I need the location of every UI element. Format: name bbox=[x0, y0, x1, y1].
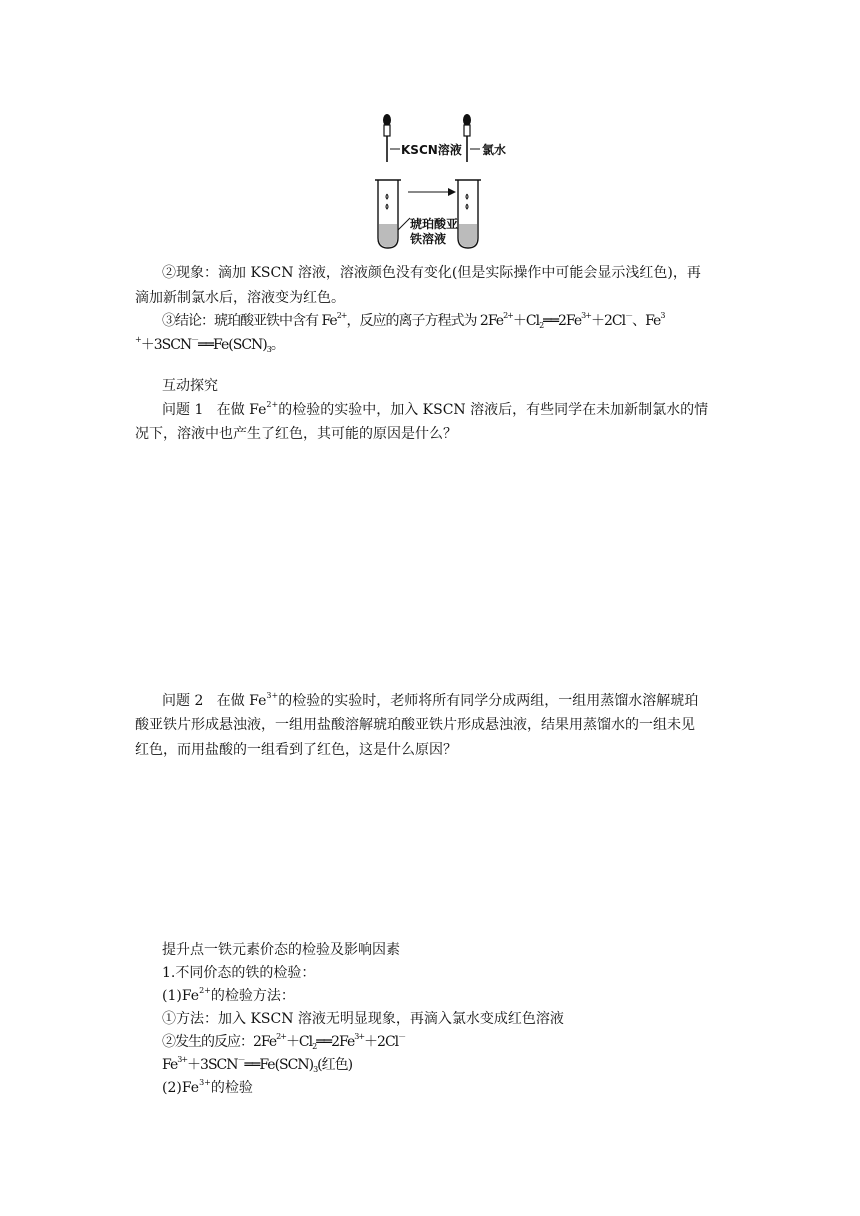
left-dropper-label: KSCN溶液 bbox=[401, 143, 462, 157]
question2-line2: 酸亚铁片形成悬浊液，一组用盐酸溶解琥珀酸亚铁片形成悬浊液，结果用蒸馏水的一组未见 bbox=[135, 717, 695, 733]
phenomenon-line1: ②现象：滴加 KSCN 溶液，溶液颜色没有变化(但是实际操作中可能会显示浅红色)，再 bbox=[162, 265, 701, 281]
summary-method: ①方法：加入 KSCN 溶液无明显现象，再滴入氯水变成红色溶液 bbox=[162, 1011, 564, 1027]
left-dropper-icon bbox=[383, 114, 391, 162]
experiment-diagram bbox=[370, 112, 530, 252]
tube-label-line1: 琥珀酸亚 bbox=[410, 217, 459, 231]
summary-sub1: $(1)Fe^{2+}$的检验方法： bbox=[162, 986, 295, 1004]
right-dropper-icon bbox=[463, 114, 471, 162]
right-dropper-label: 氯水 bbox=[482, 143, 507, 157]
summary-title: 提升点一铁元素价态的检验及影响因素 bbox=[162, 942, 400, 958]
summary-sub2: $(2)Fe^{3+}$的检验 bbox=[162, 1078, 253, 1096]
tube-label-line2: 铁溶液 bbox=[410, 232, 447, 246]
question2-label: 问题 2 bbox=[162, 693, 204, 709]
summary-item1: 1.不同价态的铁的检验： bbox=[162, 965, 316, 981]
phenomenon-line2: 滴加新制氯水后，溶液变为红色。 bbox=[135, 290, 345, 306]
left-test-tube-icon bbox=[375, 180, 401, 248]
right-test-tube-icon bbox=[455, 180, 481, 248]
question1-line2: 况下，溶液中也产生了红色，其可能的原因是什么？ bbox=[135, 426, 457, 442]
question1-label: 问题 1 bbox=[162, 402, 204, 418]
question2-line1: 问题 2 在做 $Fe^{3+}$的检验的实验时，老师将所有同学分成两组，一组用蒸馏水溶解琥珀 bbox=[162, 691, 699, 709]
conclusion-line1: ③结论：琥珀酸亚铁中含有 $Fe^{2+}$，反应的离子方程式为 $2Fe^{2+}+Cl_2══2Fe^{3+}+2Cl^-$、Fe$^3$ bbox=[162, 311, 665, 330]
question2-line3: 红色，而用盐酸的一组看到了红色，这是什么原因？ bbox=[135, 742, 457, 758]
section-title: 互动探究 bbox=[162, 378, 218, 394]
summary-reaction2: $Fe^{3+}+3SCN^-══Fe(SCN)_3$(红色) bbox=[162, 1055, 353, 1074]
summary-reaction1: ②发生的反应：$2Fe^{2+}+Cl_2══2Fe^{3+}+2Cl^-$ bbox=[162, 1032, 406, 1051]
conclusion-line2: $^++3SCN^-══Fe(SCN)_3$。 bbox=[135, 335, 284, 354]
question1-line1: 问题 1 在做 $Fe^{2+}$的检验的实验中，加入 KSCN 溶液后，有些同学在未加新制氯水的情 bbox=[162, 400, 709, 418]
